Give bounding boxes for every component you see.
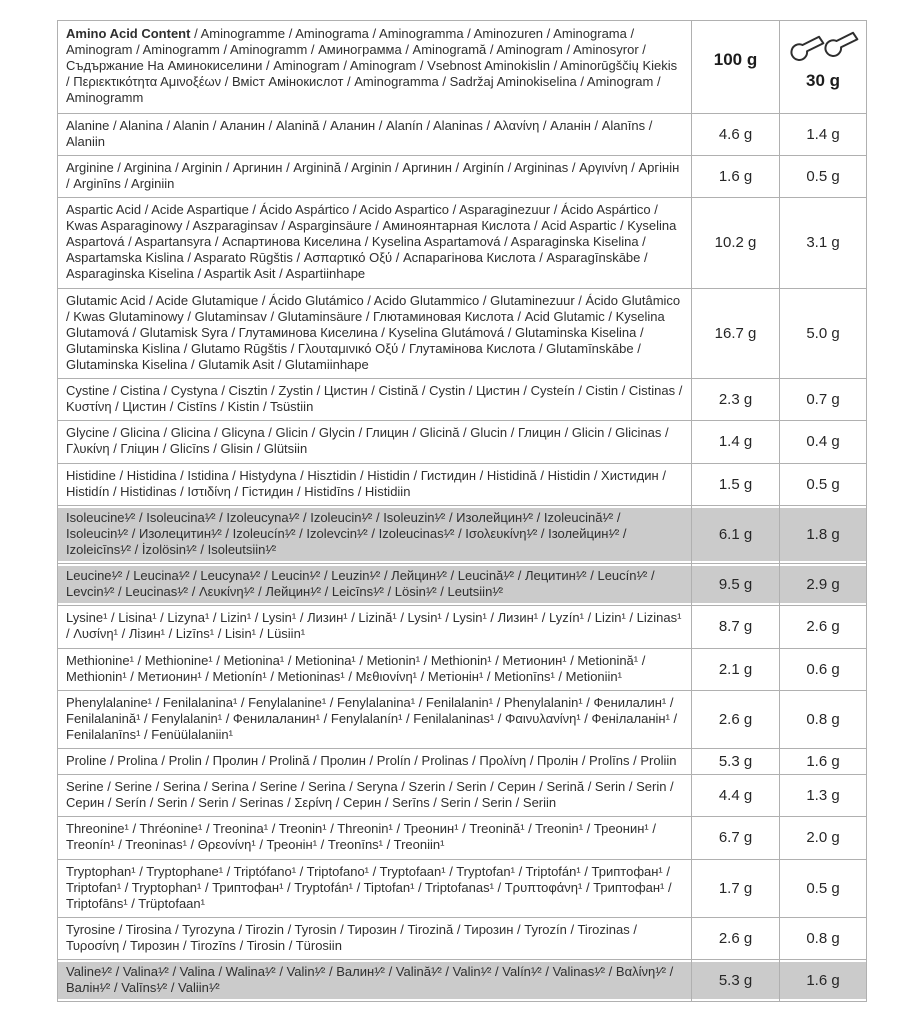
- table-header-row: [58, 21, 867, 114]
- table-title: [58, 21, 692, 114]
- column-header-30g: [780, 21, 867, 114]
- value-per-30g: 0.5 g: [780, 155, 867, 197]
- amino-acid-row: [58, 817, 867, 859]
- value-per-30g: 2.0 g: [780, 817, 867, 859]
- value-per-100g: 1.4 g: [692, 421, 780, 463]
- amino-acid-row: [58, 463, 867, 505]
- value-per-100g: 2.3 g: [692, 379, 780, 421]
- amino-acid-names: Glycine / Glicina / Glicina / Glicyna / Glicin / Glycin / Глицин / Glicină / Glucin / Глицин / Glicin / Glicinas / Γλυκίνη / Гліцин / Glicīns / Glisin / Glütsiin: [58, 421, 692, 463]
- scoop-icon: [820, 29, 860, 60]
- amino-acid-names: Tryptophan¹ / Tryptophane¹ / Triptófano¹ / Triptofano¹ / Tryptofaan¹ / Tryptofan¹ / Triptofán¹ / Триптофан¹ / Triptofan¹ / Tryptophan¹ / Триптофан¹ / Tryptofán¹ / Tiptofan¹ / Triptofanas¹ / Τρυπτοφάνη¹ / Триптофан¹ / Triptofāns¹ / Trüptofaan¹: [58, 859, 692, 917]
- value-per-100g: 16.7 g: [692, 288, 780, 379]
- value-per-100g: 5.3 g: [692, 749, 780, 775]
- amino-acid-names: Lysine¹ / Lisina¹ / Lizyna¹ / Lizin¹ / Lysin¹ / Лизин¹ / Lizină¹ / Lysin¹ / Lysin¹ / Лизин¹ / Lyzín¹ / Lizin¹ / Lizinas¹ / Λυσίνη¹ / Лізин¹ / Lizīns¹ / Lisin¹ / Lüsiin¹: [58, 606, 692, 648]
- column-label-30g: 30 g: [805, 70, 841, 90]
- amino-acid-names: Histidine / Histidina / Istidina / Histydyna / Hisztidin / Histidin / Гистидин / Histidină / Histidin / Хистидин / Histidín / Histidinas / Ιστιδίνη / Гістидин / Histidīns / Histidiin: [58, 463, 692, 505]
- amino-acid-names: Aspartic Acid / Acide Aspartique / Ácido Aspártico / Acido Aspartico / Asparaginezuur / Ácido Aspártico / Kwas Asparaginowy / Aszparaginsav / Asparginsäure / Аминоянтарная Кислота / Acid Aspartic / Kyselina Aspartová / Aspartansyra / Аспартинова Киселина / Kyselina Aspartamová / Asparaginska Kiselina / Aspartamska Kislina / Asparato Rūgštis / Ασπαρτικό Οξύ / Аспарагінова Кислота / Asparagīnskābe / Asparaginska Kiselina / Aspartik Asit / Aspartiinhape: [58, 197, 692, 288]
- amino-acid-names: Threonine¹ / Thréonine¹ / Treonina¹ / Treonin¹ / Threonin¹ / Треонин¹ / Treonină¹ / Treonin¹ / Треонин¹ / Treonín¹ / Treoninas¹ / Θρεονίνη¹ / Треонін¹ / Treonīns¹ / Treoniin¹: [58, 817, 692, 859]
- amino-acid-names: Glutamic Acid / Acide Glutamique / Ácido Glutámico / Acido Glutammico / Glutaminezuur / Ácido Glutâmico / Kwas Glutaminowy / Glutaminsav / Glutaminsäure / Глютаминовая Кислота / Acid Glutamic / Kyselina Glutamová / Glutamisk Syra / Глутаминова Киселина / Kyselina Glutámová / Glutaminska Kiselina / Glutaminska Kislina / Glutamo Rūgštis / Γλουταμινικό Οξύ / Глутамінова Кислота / Glutamīnskābe / Glutaminska Kiselina / Glutamik Asit / Glutamiinhape: [58, 288, 692, 379]
- amino-acid-row: [58, 917, 867, 959]
- column-header-100g: [692, 21, 780, 114]
- value-per-30g: 0.6 g: [780, 648, 867, 690]
- value-per-30g: 0.5 g: [780, 463, 867, 505]
- value-per-100g: 2.6 g: [692, 690, 780, 748]
- value-per-30g: 1.6 g: [780, 749, 867, 775]
- amino-acid-names: Cystine / Cistina / Cystyna / Cisztin / Zystin / Цистин / Cistină / Cystin / Цистин / Cysteín / Cistin / Cistinas / Κυστίνη / Цистин / Cistīns / Kistin / Tsüstiin: [58, 379, 692, 421]
- value-per-100g: 10.2 g: [692, 197, 780, 288]
- table-title-translations: / Aminogramme / Aminograma / Aminogramma / Aminozuren / Aminograma / Aminogram / Aminogramm / Aminogramm / Аминограмма / Aminogramă / Aminogram / Aminosyror / Съдържание На Аминокиселини / Aminogram / Aminogram / Vsebnost Aminokislin / Aminorūgščių Kiekis / Περιεκτικότητα Αμινοξέων / Вміст Амінокислот / Aminogramma / Sadržaj Aminokiselina / Aminogram / Aminogramm: [66, 26, 678, 106]
- amino-acid-row: [58, 606, 867, 648]
- amino-acid-row: [58, 379, 867, 421]
- amino-acid-row: [58, 690, 867, 748]
- amino-acid-row: [58, 775, 867, 817]
- amino-acid-names: Tyrosine / Tirosina / Tyrozyna / Tirozin / Tyrosin / Тирозин / Tirozină / Тирозин / Tyrozín / Tirozinas / Τυροσίνη / Тирозин / Tirozīns / Tirosin / Türosiin: [58, 917, 692, 959]
- value-per-30g: 3.1 g: [780, 197, 867, 288]
- amino-acid-names: Proline / Prolina / Prolin / Пролин / Prolină / Пролин / Prolín / Prolinas / Προλίνη / Пролін / Prolīns / Proliin: [58, 749, 692, 775]
- amino-acid-row: [58, 505, 867, 563]
- value-per-30g: 2.6 g: [780, 606, 867, 648]
- value-per-30g: 0.7 g: [780, 379, 867, 421]
- amino-acid-rows: [58, 113, 867, 1002]
- column-label-100g: 100 g: [713, 49, 758, 69]
- amino-acid-names: Arginine / Arginina / Arginin / Аргинин / Arginină / Arginin / Аргинин / Arginín / Argininas / Αργινίνη / Аргінін / Arginīns / Arginiin: [58, 155, 692, 197]
- value-per-100g: 4.4 g: [692, 775, 780, 817]
- value-per-30g: 5.0 g: [780, 288, 867, 379]
- amino-acid-names: Serine / Serine / Serina / Serina / Serine / Serina / Seryna / Szerin / Serin / Серин / Serină / Serin / Serin / Серин / Serín / Serin / Serin / Serinas / Σερίνη / Серин / Serīns / Serin / Serin / Seriin: [58, 775, 692, 817]
- amino-acid-row: [58, 155, 867, 197]
- amino-acid-names: Leucine¹⁄² / Leucina¹⁄² / Leucyna¹⁄² / Leucin¹⁄² / Leuzin¹⁄² / Лейцин¹⁄² / Leucină¹⁄² / Лецитин¹⁄² / Leucín¹⁄² / Levcin¹⁄² / Leucinas¹⁄² / Λευκίνη¹⁄² / Лейцин¹⁄² / Leicīns¹⁄² / Lösin¹⁄² / Leutsiin¹⁄²: [58, 564, 692, 606]
- amino-acid-row: [58, 749, 867, 775]
- value-per-100g: 2.6 g: [692, 917, 780, 959]
- value-per-100g: 1.7 g: [692, 859, 780, 917]
- value-per-30g: 0.8 g: [780, 690, 867, 748]
- value-per-100g: 6.1 g: [692, 505, 780, 563]
- value-per-30g: 0.5 g: [780, 859, 867, 917]
- value-per-100g: 2.1 g: [692, 648, 780, 690]
- scoop-icons: [786, 29, 860, 64]
- value-per-100g: 4.6 g: [692, 113, 780, 155]
- amino-acid-row: [58, 648, 867, 690]
- value-per-30g: 0.4 g: [780, 421, 867, 463]
- amino-acid-table: [57, 20, 867, 1002]
- value-per-100g: 1.6 g: [692, 155, 780, 197]
- value-per-100g: 5.3 g: [692, 960, 780, 1002]
- value-per-100g: 1.5 g: [692, 463, 780, 505]
- value-per-30g: 1.6 g: [780, 960, 867, 1002]
- value-per-100g: 8.7 g: [692, 606, 780, 648]
- value-per-30g: 2.9 g: [780, 564, 867, 606]
- amino-acid-names: Valine¹⁄² / Valina¹⁄² / Valina / Walina¹⁄² / Valin¹⁄² / Валин¹⁄² / Valină¹⁄² / Valin¹⁄² / Valín¹⁄² / Valinas¹⁄² / Βαλίνη¹⁄² / Валін¹⁄² / Valīns¹⁄² / Valiin¹⁄²: [58, 960, 692, 1002]
- amino-acid-names: Alanine / Alanina / Alanin / Аланин / Alanină / Аланин / Alanín / Alaninas / Αλανίνη / Аланін / Alanīns / Alaniin: [58, 113, 692, 155]
- table-title-bold: Amino Acid Content: [66, 26, 191, 41]
- value-per-100g: 6.7 g: [692, 817, 780, 859]
- amino-acid-names: Isoleucine¹⁄² / Isoleucina¹⁄² / Izoleucyna¹⁄² / Izoleucin¹⁄² / Isoleuzin¹⁄² / Изолейцин¹⁄² / Izoleucină¹⁄² / Isoleucin¹⁄² / Изолецитин¹⁄² / Izoleucín¹⁄² / Izolevcin¹⁄² / Izoleucinas¹⁄² / Ισολευκίνη¹⁄² / Ізолейцин¹⁄² / Izoleicīns¹⁄² / İzolösin¹⁄² / Isoleutsiin¹⁄²: [58, 505, 692, 563]
- amino-acid-row: [58, 421, 867, 463]
- amino-acid-names: Methionine¹ / Methionine¹ / Metionina¹ / Metionina¹ / Metionin¹ / Methionin¹ / Метионин¹ / Metionină¹ / Methionin¹ / Метионин¹ / Metionín¹ / Metioninas¹ / Μεθιονίνη¹ / Метіонін¹ / Metionīns¹ / Metioniin¹: [58, 648, 692, 690]
- amino-acid-names: Phenylalanine¹ / Fenilalanina¹ / Fenylalanine¹ / Fenylalanina¹ / Fenilalanin¹ / Phenylalanin¹ / Фенилалин¹ / Fenilalanină¹ / Fenylalanin¹ / Фенилаланин¹ / Fenylalanín¹ / Fenilalaninas¹ / Φαινυλανίνη¹ / Фенілаланін¹ / Fenilalanīns¹ / Fenüülalaniin¹: [58, 690, 692, 748]
- value-per-30g: 1.8 g: [780, 505, 867, 563]
- amino-acid-row: [58, 288, 867, 379]
- amino-acid-row: [58, 113, 867, 155]
- value-per-30g: 0.8 g: [780, 917, 867, 959]
- value-per-100g: 9.5 g: [692, 564, 780, 606]
- value-per-30g: 1.3 g: [780, 775, 867, 817]
- amino-acid-row: [58, 960, 867, 1002]
- amino-acid-row: [58, 859, 867, 917]
- amino-acid-row: [58, 197, 867, 288]
- value-per-30g: 1.4 g: [780, 113, 867, 155]
- amino-acid-row: [58, 564, 867, 606]
